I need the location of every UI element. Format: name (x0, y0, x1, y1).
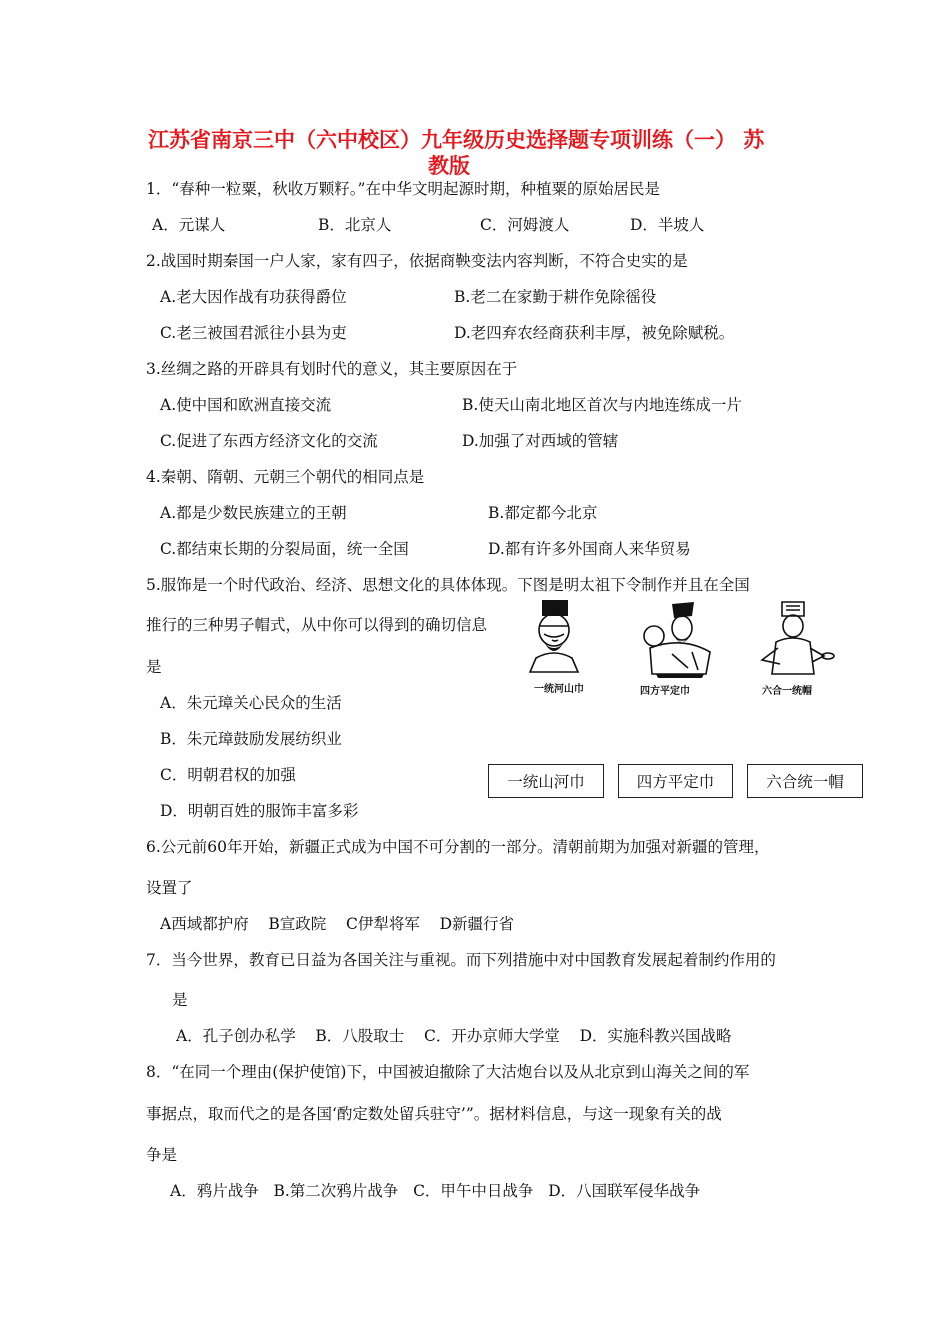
q5-stem-line-2: 推行的三种男子帽式，从中你可以得到的确切信息 (146, 616, 488, 634)
q1-option-d: D．半坡人 (630, 216, 705, 234)
hat-figure-2-illustration (644, 602, 710, 678)
q2-option-a: A.老大因作战有功获得爵位 (160, 288, 347, 306)
q6-stem-line-2: 设置了 (146, 879, 193, 897)
q4-option-b: B.都定都今北京 (488, 504, 598, 522)
q2-option-c: C.老三被国君派往小县为吏 (160, 324, 347, 342)
page-title-line-1: 江苏省南京三中（六中校区）九年级历史选择题专项训练（一） 苏 (148, 128, 765, 152)
q3-option-d: D.加强了对西域的管辖 (462, 432, 619, 450)
hat-label-box-2: 四方平定巾 (618, 764, 733, 798)
hat-caption-2: 四方平定巾 (640, 686, 690, 697)
q4-option-a: A.都是少数民族建立的王朝 (160, 504, 347, 522)
q7-stem-line-2: 是 (172, 991, 188, 1009)
q3-option-b: B.使天山南北地区首次与内地连练成一片 (462, 396, 742, 414)
q1-option-b: B．北京人 (318, 216, 392, 234)
q1-stem: 1．“春种一粒粟，秋收万颗籽。”在中华文明起源时期，种植粟的原始居民是 (146, 180, 660, 198)
q8-options: A．鸦片战争 B.第二次鸦片战争 C．甲午中日战争 D．八国联军侵华战争 (170, 1182, 701, 1200)
q3-stem: 3.丝绸之路的开辟具有划时代的意义，其主要原因在于 (146, 360, 518, 378)
hat-label-box-3: 六合统一帽 (747, 764, 863, 798)
q1-option-a: A．元谋人 (152, 216, 226, 234)
hat-figure-3-illustration (762, 602, 834, 674)
q2-stem: 2.战国时期秦国一户人家，家有四子，依据商鞅变法内容判断，不符合史实的是 (146, 252, 688, 270)
q5-option-d: D．明朝百姓的服饰丰富多彩 (160, 802, 359, 820)
q5-option-b: B．朱元璋鼓励发展纺织业 (160, 730, 342, 748)
hat-caption-1: 一统河山巾 (534, 684, 584, 695)
q4-option-c: C.都结束长期的分裂局面，统一全国 (160, 540, 409, 558)
q6-stem-line-1: 6.公元前60年开始，新疆正式成为中国不可分割的一部分。清朝前期为加强对新疆的管理， (146, 838, 770, 856)
hat-caption-3: 六合一统帽 (762, 686, 812, 697)
hat-label-box-1: 一统山河巾 (488, 764, 604, 798)
q5-stem-line-1: 5.服饰是一个时代政治、经济、思想文化的具体体现。下图是明太祖下令制作并且在全国 (146, 576, 750, 594)
q4-option-d: D.都有许多外国商人来华贸易 (488, 540, 691, 558)
hat-figure-1-illustration (530, 600, 578, 672)
q5-option-c: C．明朝君权的加强 (160, 766, 296, 784)
q4-stem: 4.秦朝、隋朝、元朝三个朝代的相同点是 (146, 468, 425, 486)
page-title-line-2: 教版 (428, 154, 470, 178)
q6-options: A西域都护府 B宣政院 C伊犁将军 D新疆行省 (160, 915, 514, 933)
q5-stem-line-3: 是 (146, 658, 162, 676)
q1-option-c: C．河姆渡人 (480, 216, 570, 234)
q8-stem-line-1: 8．“在同一个理由(保护使馆)下，中国被迫撤除了大沽炮台以及从北京到山海关之间的军 (146, 1063, 750, 1081)
q3-option-c: C.促进了东西方经济文化的交流 (160, 432, 378, 450)
q2-option-b: B.老二在家勤于耕作免除徭役 (454, 288, 657, 306)
q2-option-d: D.老四弃农经商获利丰厚，被免除赋税。 (454, 324, 735, 342)
q3-option-a: A.使中国和欧洲直接交流 (160, 396, 332, 414)
q7-stem-line-1: 7．当今世界，教育已日益为各国关注与重视。而下列措施中对中国教育发展起着制约作用的 (146, 951, 776, 969)
q8-stem-line-2: 事据点，取而代之的是各国‘酌定数处留兵驻守’”。据材料信息，与这一现象有关的战 (146, 1105, 722, 1123)
q7-options: A．孔子创办私学 B．八股取士 C．开办京师大学堂 D．实施科教兴国战略 (176, 1027, 732, 1045)
q8-stem-line-3: 争是 (146, 1146, 178, 1164)
q5-option-a: A．朱元璋关心民众的生活 (160, 694, 342, 712)
